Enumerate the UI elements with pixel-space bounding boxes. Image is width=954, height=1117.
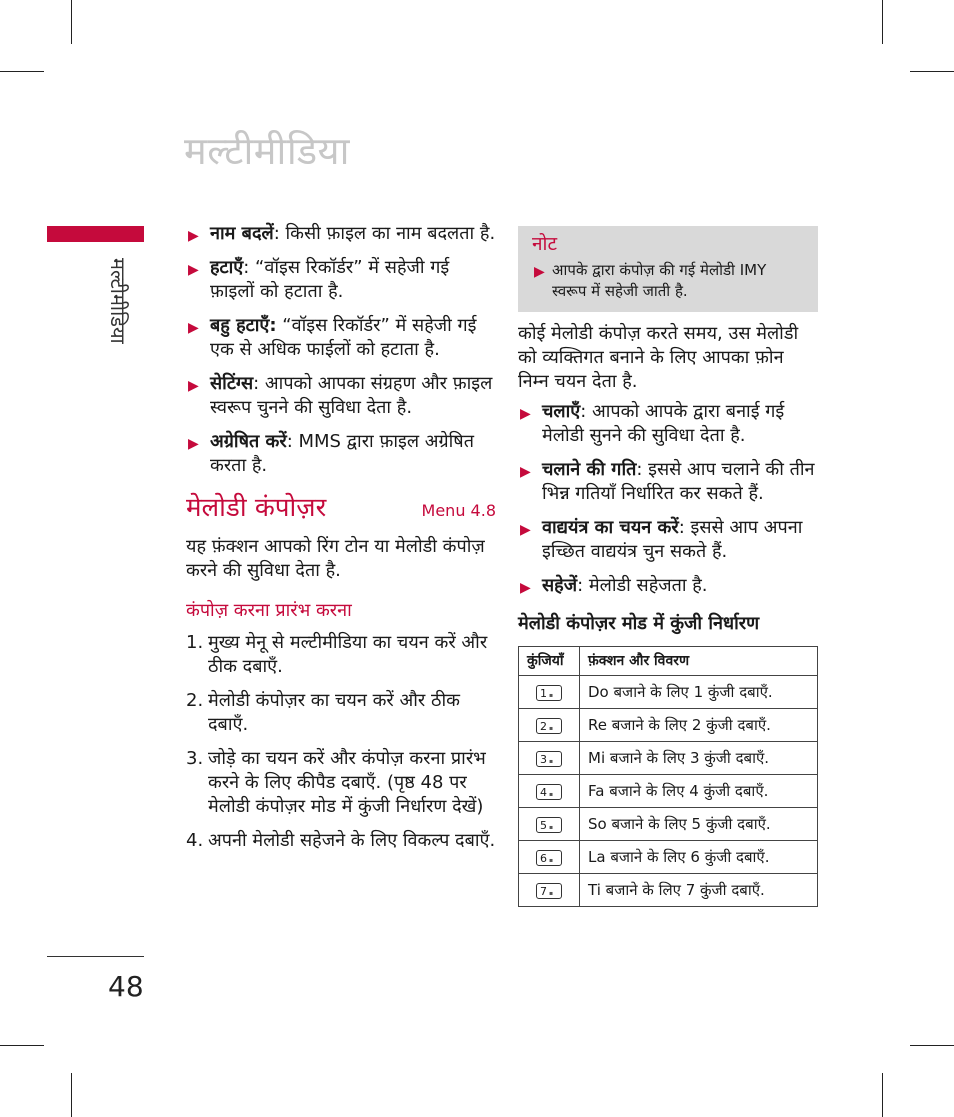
list-item	[518, 574, 818, 598]
keypad-key-icon: 3 ▪	[536, 751, 562, 767]
arrow-bullet-icon: ▶	[520, 580, 531, 596]
crop-mark	[910, 1045, 954, 1046]
option-text: : इससे आप चलाने की तीन भिन्न गतियाँ निर्धारित कर सकते हैं.	[542, 459, 815, 504]
column-header-keys: कुंजियाँ	[519, 647, 580, 676]
function-cell: Fa बजाने के लिए 4 कुंजी दबाएँ.	[580, 775, 818, 808]
keypad-key-icon: 4 ▪	[536, 784, 562, 800]
list-item	[518, 458, 818, 506]
key-digit: 6	[540, 852, 547, 865]
note-title: नोट	[532, 233, 558, 255]
key-cell	[519, 775, 580, 808]
key-digit: 4	[540, 786, 547, 799]
key-digit: 5	[540, 819, 547, 832]
step-text: जोड़े का चयन करें और कंपोज़ करना प्रारंभ करने के लिए कीपैड दबाएँ. (पृष्ठ 48 पर मेलोडी कंपोज़र मोड में कुंजी निर्धारण देखें)	[208, 748, 486, 817]
crop-mark	[71, 0, 72, 44]
option-text: : मेलोडी सहेजता है.	[577, 575, 708, 596]
step-item	[186, 829, 496, 853]
step-text: मेलोडी कंपोज़र का चयन करें और ठीक दबाएँ.	[208, 690, 460, 735]
menu-number: Menu 4.8	[421, 501, 496, 520]
arrow-bullet-icon: ▶	[188, 436, 199, 452]
table-title: मेलोडी कंपोज़र मोड में कुंजी निर्धारण	[518, 613, 760, 634]
function-cell: Re बजाने के लिए 2 कुंजी दबाएँ.	[580, 709, 818, 742]
option-term: वाद्ययंत्र का चयन करें	[542, 517, 679, 538]
section-title: मेलोडी कंपोज़र	[186, 493, 327, 523]
step-text: मुख्य मेनू से मल्टीमीडिया का चयन करें और ठीक दबाएँ.	[208, 632, 488, 677]
step-text: अपनी मेलोडी सहेजने के लिए विकल्प दबाएँ.	[208, 830, 496, 851]
option-term: चलाने की गति	[542, 459, 637, 480]
crop-mark	[882, 1073, 883, 1117]
step-number: 1.	[186, 632, 204, 653]
key-digit: 3	[540, 753, 547, 766]
section-intro: यह फ़ंक्शन आपको रिंग टोन या मेलोडी कंपोज़ करने की सुविधा देता है.	[186, 536, 485, 581]
key-digit: 1	[540, 687, 547, 700]
option-term: अग्रेषित करें	[210, 431, 287, 452]
section-heading	[186, 493, 496, 523]
list-item	[518, 400, 818, 448]
side-section-label: मल्टीमीडिया	[106, 258, 130, 344]
option-term: सहेजें	[542, 575, 578, 596]
options-intro: कोई मेलोडी कंपोज़ करते समय, उस मेलोडी को व्यक्तिगत बनाने के लिए आपका फ़ोन निम्न चयन देता है.	[518, 323, 799, 392]
table-header-row	[519, 647, 818, 676]
key-cell	[519, 841, 580, 874]
table-row	[519, 874, 818, 907]
keypad-key-icon: 2 ▪	[536, 718, 562, 734]
crop-mark	[910, 71, 954, 72]
arrow-bullet-icon: ▶	[520, 522, 531, 538]
key-cell	[519, 742, 580, 775]
key-cell	[519, 874, 580, 907]
arrow-bullet-icon: ▶	[188, 320, 199, 336]
keypad-key-icon: 5 ▪	[536, 817, 562, 833]
side-accent-bar	[47, 226, 144, 242]
step-item	[186, 747, 496, 819]
option-text: : किसी फ़ाइल का नाम बदलता है.	[273, 223, 496, 244]
function-cell: So बजाने के लिए 5 कुंजी दबाएँ.	[580, 808, 818, 841]
step-number: 2.	[186, 690, 204, 711]
keypad-key-icon: 1 ▪	[536, 685, 562, 701]
table-row	[519, 676, 818, 709]
crop-mark	[882, 0, 883, 44]
table-row	[519, 742, 818, 775]
step-number: 4.	[186, 830, 204, 851]
steps-list	[186, 631, 496, 853]
page-number: 48	[108, 970, 144, 1003]
option-text: : आपको आपका संग्रहण और फ़ाइल स्वरूप चुनने की सुविधा देता है.	[210, 373, 493, 418]
note-text: आपके द्वारा कंपोज़ की गई मेलोडी IMY स्वरूप में सहेजी जाती है.	[552, 261, 767, 300]
option-text: : आपको आपके द्वारा बनाई गई मेलोडी सुनने की सुविधा देता है.	[542, 401, 785, 446]
key-table	[518, 646, 818, 907]
key-digit: 7	[540, 885, 547, 898]
function-cell: La बजाने के लिए 6 कुंजी दबाएँ.	[580, 841, 818, 874]
list-item	[518, 516, 818, 564]
key-cell	[519, 709, 580, 742]
list-item	[186, 430, 496, 478]
arrow-bullet-icon: ▶	[520, 406, 531, 422]
option-term: बहु हटाएँ:	[210, 315, 277, 336]
table-row	[519, 709, 818, 742]
list-item	[186, 314, 496, 362]
key-cell	[519, 676, 580, 709]
page-title: मल्टीमीडिया	[184, 129, 350, 173]
function-cell: Ti बजाने के लिए 7 कुंजी दबाएँ.	[580, 874, 818, 907]
arrow-bullet-icon: ▶	[188, 378, 199, 394]
list-item	[186, 372, 496, 420]
subheading: कंपोज़ करना प्रारंभ करना	[186, 600, 352, 621]
option-term: सेटिंग्स	[210, 373, 254, 394]
crop-mark	[0, 1045, 44, 1046]
option-text: : इससे आप अपना इच्छित वाद्ययंत्र चुन सकते हैं.	[542, 517, 803, 562]
option-term: चलाएँ	[542, 401, 581, 422]
options-list	[518, 400, 818, 598]
right-column	[518, 226, 818, 907]
column-header-function: फ़ंक्शन और विवरण	[580, 647, 818, 676]
crop-mark	[71, 1073, 72, 1117]
key-digit: 2	[540, 720, 547, 733]
arrow-bullet-icon: ▶	[188, 228, 199, 244]
arrow-bullet-icon: ▶	[520, 464, 531, 480]
left-column	[186, 222, 496, 863]
option-text: : “वॉइस रिकॉर्डर” में सहेजी गई फ़ाइलों को हटाता है.	[210, 257, 450, 302]
function-cell: Mi बजाने के लिए 3 कुंजी दबाएँ.	[580, 742, 818, 775]
function-cell: Do बजाने के लिए 1 कुंजी दबाएँ.	[580, 676, 818, 709]
page-number-rule	[47, 956, 144, 957]
arrow-bullet-icon: ▶	[534, 264, 545, 280]
option-text: “वॉइस रिकॉर्डर” में सहेजी गई एक से अधिक फाईलों को हटाता है.	[210, 315, 477, 360]
step-item	[186, 689, 496, 737]
table-row	[519, 808, 818, 841]
keypad-key-icon: 7 ▪	[536, 883, 562, 899]
keypad-key-icon: 6 ▪	[536, 850, 562, 866]
list-item	[186, 222, 496, 246]
step-number: 3.	[186, 748, 204, 769]
note-list	[532, 260, 804, 302]
crop-mark	[0, 71, 44, 72]
note-box	[518, 226, 818, 312]
option-term: नाम बदलें	[210, 223, 274, 244]
options-list	[186, 222, 496, 478]
right-body	[518, 322, 818, 907]
list-item	[186, 256, 496, 304]
key-cell	[519, 808, 580, 841]
table-row	[519, 841, 818, 874]
step-item	[186, 631, 496, 679]
option-term: हटाएँ	[210, 257, 244, 278]
table-row	[519, 775, 818, 808]
option-text: : MMS द्वारा फ़ाइल अग्रेषित करता है.	[210, 431, 474, 476]
list-item	[532, 260, 804, 302]
arrow-bullet-icon: ▶	[188, 262, 199, 278]
